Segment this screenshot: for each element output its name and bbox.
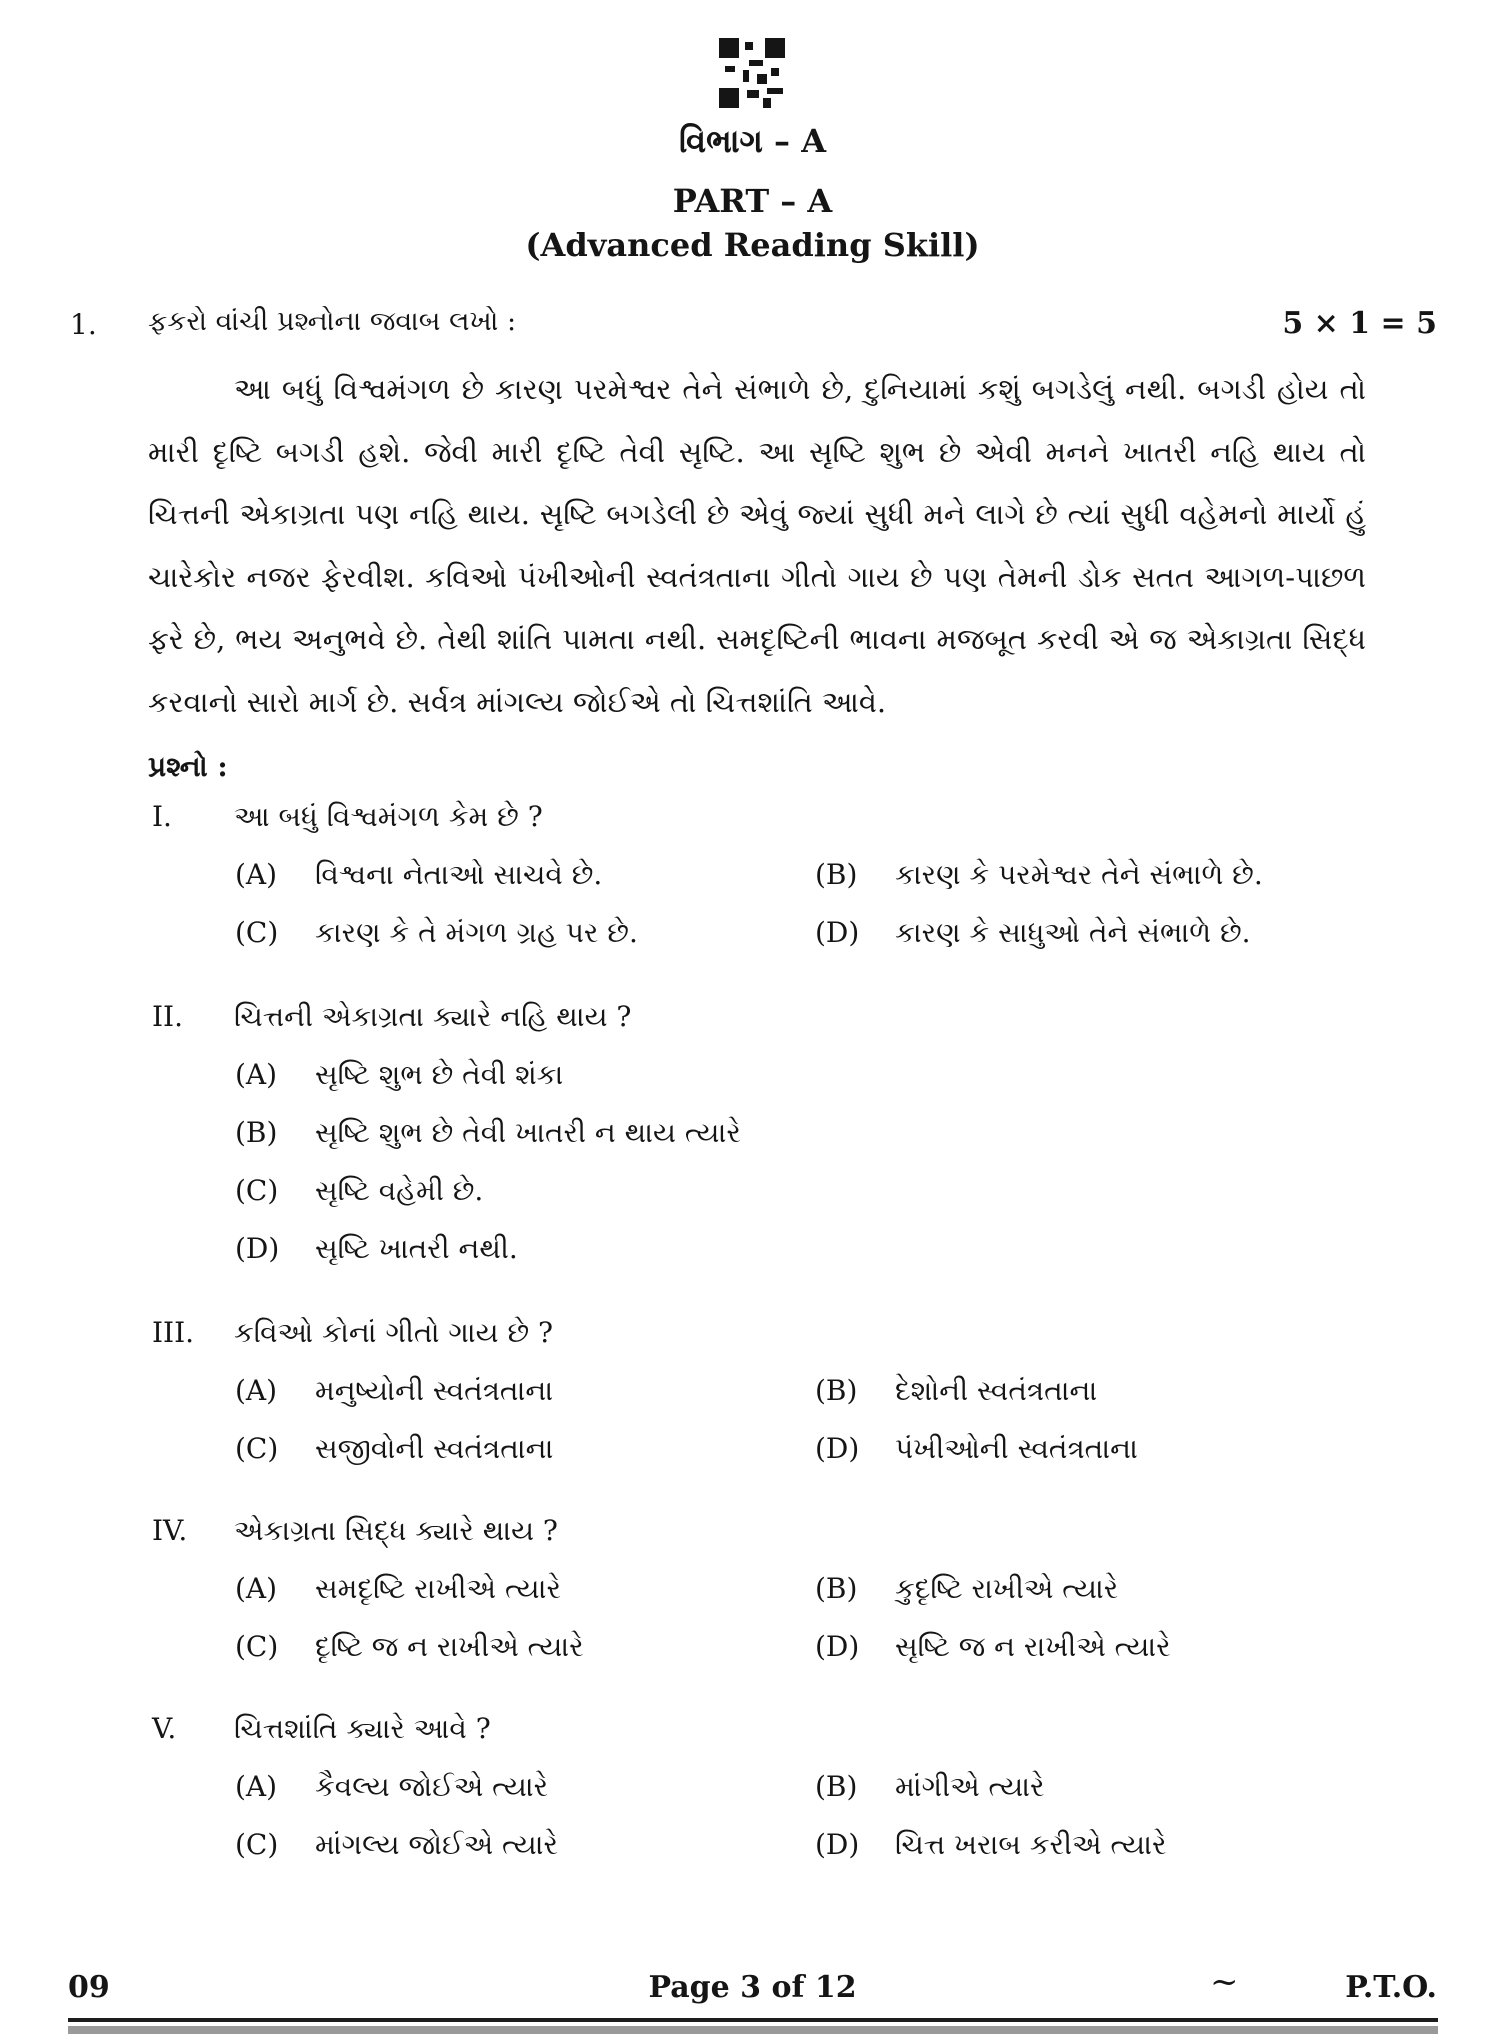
option-label: (C) <box>235 1630 279 1663</box>
option-text: માંગલ્ય જોઈએ ત્યારે <box>315 1828 558 1861</box>
option-label: (D) <box>815 916 860 949</box>
footer-rule-shadow <box>68 2026 1438 2034</box>
option-text: કારણ કે સાધુઓ તેને સંભાળે છે. <box>895 916 1251 949</box>
option-text: સમદૃષ્ટિ રાખીએ ત્યારે <box>315 1572 561 1605</box>
option-text: કારણ કે તે મંગળ ગ્રહ પર છે. <box>315 916 638 949</box>
question-instruction: ફકરો વાંચી પ્રશ્નોના જવાબ લખો : <box>148 306 517 337</box>
sub-question-number: IV. <box>152 1514 188 1547</box>
sub-question-number: V. <box>152 1712 177 1745</box>
option-text: સૃષ્ટિ જ ન રાખીએ ત્યારે <box>895 1630 1171 1663</box>
sub-question-number: II. <box>152 1000 184 1033</box>
option-label: (A) <box>235 858 278 891</box>
sub-question-text: આ બધું વિશ્વમંગળ કેમ છે ? <box>234 800 543 833</box>
questions-heading: પ્રશ્નો : <box>148 750 228 783</box>
option-text: કુદૃષ્ટિ રાખીએ ત્યારે <box>895 1572 1119 1605</box>
pto-label: P.T.O. <box>1345 1970 1437 2005</box>
option-label: (B) <box>235 1116 278 1149</box>
question-number: 1. <box>70 308 97 341</box>
page-number: Page 3 of 12 <box>648 1970 857 2005</box>
sub-question-text: ચિત્તની એકાગ્રતા ક્યારે નહિ થાય ? <box>234 1000 632 1033</box>
sub-question-number: I. <box>152 800 172 833</box>
sub-question-number: III. <box>152 1316 195 1349</box>
reading-passage: આ બધું વિશ્વમંગળ છે કારણ પરમેશ્વર તેને સંભાળે છે, દુનિયામાં કશું બગડેલું નથી. બગડી હોય તો મારી દૃષ્ટિ બગડી હશે. જેવી મારી દૃષ્ટિ તેવી સૃષ્ટિ. આ સૃષ્ટિ શુભ છે એવી મનને ખાતરી નહિ થાય તો ચિત્તની એકાગ્રતા પણ નહિ થાય. સૃષ્ટિ બગડેલી છે એવું જ્યાં સુધી મને લાગે છે ત્યાં સુધી વહેમનો માર્યો હું ચારેકોર નજર ફેરવીશ. કવિઓ પંખીઓની સ્વતંત્રતાના ગીતો ગાય છે પણ તેમની ડોક સતત આગળ-પાછળ ફરે છે, ભય અનુભવે છે. તેથી શાંતિ પામતા નથી. સમદૃષ્ટિની ભાવના મજબૂત કરવી એ જ એકાગ્રતા સિદ્ધ કરવાનો સારો માર્ગ છે. સર્વત્ર માંગલ્ય જોઈએ તો ચિત્તશાંતિ આવે. <box>148 372 1366 719</box>
option-label: (C) <box>235 1174 279 1207</box>
option-text: કારણ કે પરમેશ્વર તેને સંભાળે છે. <box>895 858 1263 891</box>
option-text: વિશ્વના નેતાઓ સાચવે છે. <box>315 858 603 891</box>
option-text: દૃષ્ટિ જ ન રાખીએ ત્યારે <box>315 1630 584 1663</box>
part-subtitle: (Advanced Reading Skill) <box>525 226 980 264</box>
option-label: (A) <box>235 1058 278 1091</box>
option-label: (C) <box>235 916 279 949</box>
section-heading-gujarati: વિભાગ – A <box>678 122 827 160</box>
question-marks: 5 × 1 = 5 <box>1282 306 1437 341</box>
paper-code: 09 <box>68 1970 110 2005</box>
option-label: (B) <box>815 858 858 891</box>
sub-question-text: કવિઓ કોનાં ગીતો ગાય છે ? <box>234 1316 554 1349</box>
option-label: (D) <box>235 1232 280 1265</box>
footer-rule <box>68 2018 1438 2022</box>
option-label: (D) <box>815 1630 860 1663</box>
qr-code <box>719 38 785 108</box>
option-text: સજીવોની સ્વતંત્રતાના <box>315 1432 554 1465</box>
option-label: (A) <box>235 1374 278 1407</box>
option-text: સૃષ્ટિ ખાતરી નથી. <box>315 1232 518 1265</box>
option-label: (C) <box>235 1828 279 1861</box>
option-label: (B) <box>815 1770 858 1803</box>
option-text: ચિત્ત ખરાબ કરીએ ત્યારે <box>895 1828 1167 1861</box>
option-label: (A) <box>235 1770 278 1803</box>
sub-question-text: ચિત્તશાંતિ ક્યારે આવે ? <box>234 1712 491 1745</box>
option-text: કૈવલ્ય જોઈએ ત્યારે <box>315 1770 549 1803</box>
sub-question-text: એકાગ્રતા સિદ્ધ ક્યારે થાય ? <box>234 1514 558 1547</box>
part-heading: PART – A <box>672 182 833 220</box>
option-label: (D) <box>815 1432 860 1465</box>
option-text: મનુષ્યોની સ્વતંત્રતાના <box>315 1374 554 1407</box>
option-label: (A) <box>235 1572 278 1605</box>
option-label: (C) <box>235 1432 279 1465</box>
option-text: માંગીએ ત્યારે <box>895 1770 1045 1803</box>
option-label: (B) <box>815 1572 858 1605</box>
option-text: સૃષ્ટિ શુભ છે તેવી શંકા <box>315 1058 564 1091</box>
option-text: પંખીઓની સ્વતંત્રતાના <box>895 1432 1138 1465</box>
option-label: (D) <box>815 1828 860 1861</box>
option-label: (B) <box>815 1374 858 1407</box>
option-text: સૃષ્ટિ વહેમી છે. <box>315 1174 484 1207</box>
option-text: દેશોની સ્વતંત્રતાના <box>895 1374 1098 1407</box>
tilde-mark: ~ <box>1210 1962 1239 2002</box>
option-text: સૃષ્ટિ શુભ છે તેવી ખાતરી ન થાય ત્યારે <box>315 1116 741 1149</box>
